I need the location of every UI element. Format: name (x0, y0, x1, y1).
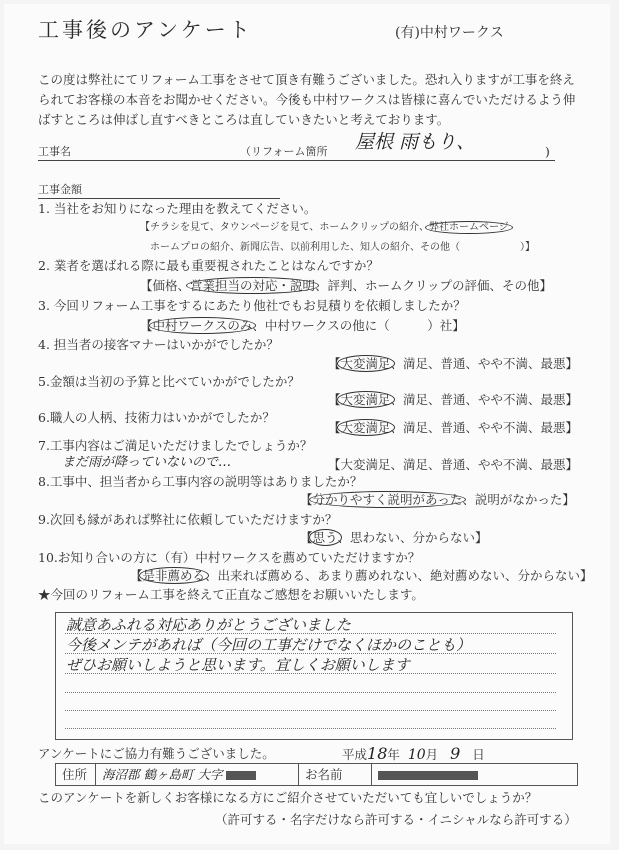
permission-options[interactable]: （許可する・名字だけなら許可する・イニシャルなら許可する） (215, 812, 577, 827)
page-title: 工事後のアンケート (38, 18, 253, 42)
selected-option[interactable]: 営業担当の対応・説明 (186, 277, 319, 294)
thanks-text: アンケートにご協力有難うございました。 (38, 746, 275, 761)
q1-options-a: 【チラシを見て、タウンページを見て、ホームクリップの紹介、弊社ホームページ (140, 220, 509, 236)
question-6: 6.職人の人柄、技術力はいかがでしたか？ (38, 410, 275, 425)
selected-option[interactable]: 大変満足 (337, 419, 395, 436)
q7-handwritten-note[interactable]: まだ雨が降っていないので… (62, 455, 232, 470)
question-1: 1. 当社をお知りになった理由を教えてください。 (38, 201, 317, 216)
question-10: 10.お知り合いの方に（有）中村ワークスを薦めていただけますか？ (38, 550, 421, 565)
amount-underline (38, 198, 280, 199)
selected-option[interactable]: 中村ワークスのみ (149, 317, 257, 334)
comments-box[interactable] (55, 612, 573, 740)
location-close: ) (545, 144, 550, 159)
question-9: 9.次回も縁があれば弊社に依頼していただけますか？ (38, 512, 338, 527)
selected-option[interactable]: 大変満足 (337, 391, 395, 408)
intro-line: られてお客様の本音をお聞かせください。今後も中村ワークスは皆様に喜んでいただけるよう伸 (38, 92, 576, 107)
name-label: お名前 (299, 764, 372, 785)
question-8: 8.工事中、担当者から工事内容の説明等はありましたか？ (38, 474, 363, 489)
amount-label: 工事金額 (38, 183, 82, 196)
location-label: （リフォーム箇所 (240, 145, 328, 158)
comments-prompt: ★今回のリフォーム工事を終えて正直なご感想をお願いいたします。 (38, 587, 424, 602)
permission-question: このアンケートを新しくお客様になる方にご紹介させていただいても宜しいでしょうか？ (38, 790, 538, 805)
selected-option[interactable]: 弊社ホームページ (425, 221, 513, 234)
q7-options: 【大変満足、満足、普通、やや不満、最悪】 (328, 457, 579, 472)
location-value[interactable]: 屋根 雨もり、 (355, 131, 476, 153)
question-3: 3. 今回リフォーム工事をするにあたり他社でもお見積りを依頼しましたか？ (38, 298, 466, 313)
comment-line: 今後メンテがあれば（今回の工事だけでなくほかのことも） (66, 636, 472, 654)
q10-options: 【是非薦める、出来れば薦める、あまり薦めれない、絶対薦めない、分からない】 (130, 568, 593, 583)
selected-option[interactable]: 思う (309, 529, 342, 546)
question-5: 5.金額は当初の予算と比べていかがでしたか？ (38, 374, 300, 389)
date: 平成18年 10月 9 日 (342, 744, 485, 763)
address-field[interactable]: 海沼郡 鶴ヶ島町 大字 (96, 764, 299, 785)
q5-options: 【大変満足、満足、普通、やや不満、最悪】 (328, 392, 579, 407)
q2-options: 【価格、営業担当の対応・説明、評判、ホームクリップの評価、その他】 (140, 278, 553, 293)
comment-line: 誠意あふれる対応ありがとうございました (66, 616, 352, 634)
selected-option[interactable]: 是非薦める (139, 567, 210, 584)
question-2: 2. 業者を選ばれる際に最も重要視されたことはなんですか？ (38, 258, 379, 273)
name-field[interactable] (372, 764, 577, 785)
q4-options: 【大変満足、満足、普通、やや不満、最悪】 (328, 356, 579, 371)
intro-line: ばすところは伸ばし直すべきところは直していきたいと考えております。 (38, 112, 450, 127)
work-name-label: 工事名 (38, 145, 71, 158)
work-name-underline (38, 160, 555, 161)
question-4: 4. 担当者の接客マナーはいかがでしたか？ (38, 337, 279, 352)
q8-options: 【分かりやすく説明があった、説明がなかった】 (300, 492, 575, 507)
contact-table (55, 763, 578, 786)
selected-option[interactable]: 大変満足 (337, 355, 395, 372)
company-name: (有)中村ワークス (395, 25, 504, 41)
q9-options: 【思う、思わない、分からない】 (300, 530, 488, 545)
address-label: 住所 (56, 764, 96, 785)
selected-option[interactable]: 分かりやすく説明があった (309, 491, 467, 508)
comment-line: ぜひお願いしようと思います。宜しくお願いします (66, 656, 410, 674)
q1-options-b: ホームプロの紹介、新聞広告、以前利用した、知人の紹介、その他（ ）】 (150, 242, 535, 253)
q6-options: 【大変満足、満足、普通、やや不満、最悪】 (328, 420, 579, 435)
intro-line: この度は弊社にてリフォーム工事をさせて頂き有難うございました。恐れ入りますが工事を終え (38, 72, 575, 87)
question-7: 7.工事内容はご満足いただけましたでしょうか？ (38, 438, 313, 453)
q3-options: 【中村ワークスのみ、中村ワークスの他に（ ）社】 (140, 318, 465, 333)
